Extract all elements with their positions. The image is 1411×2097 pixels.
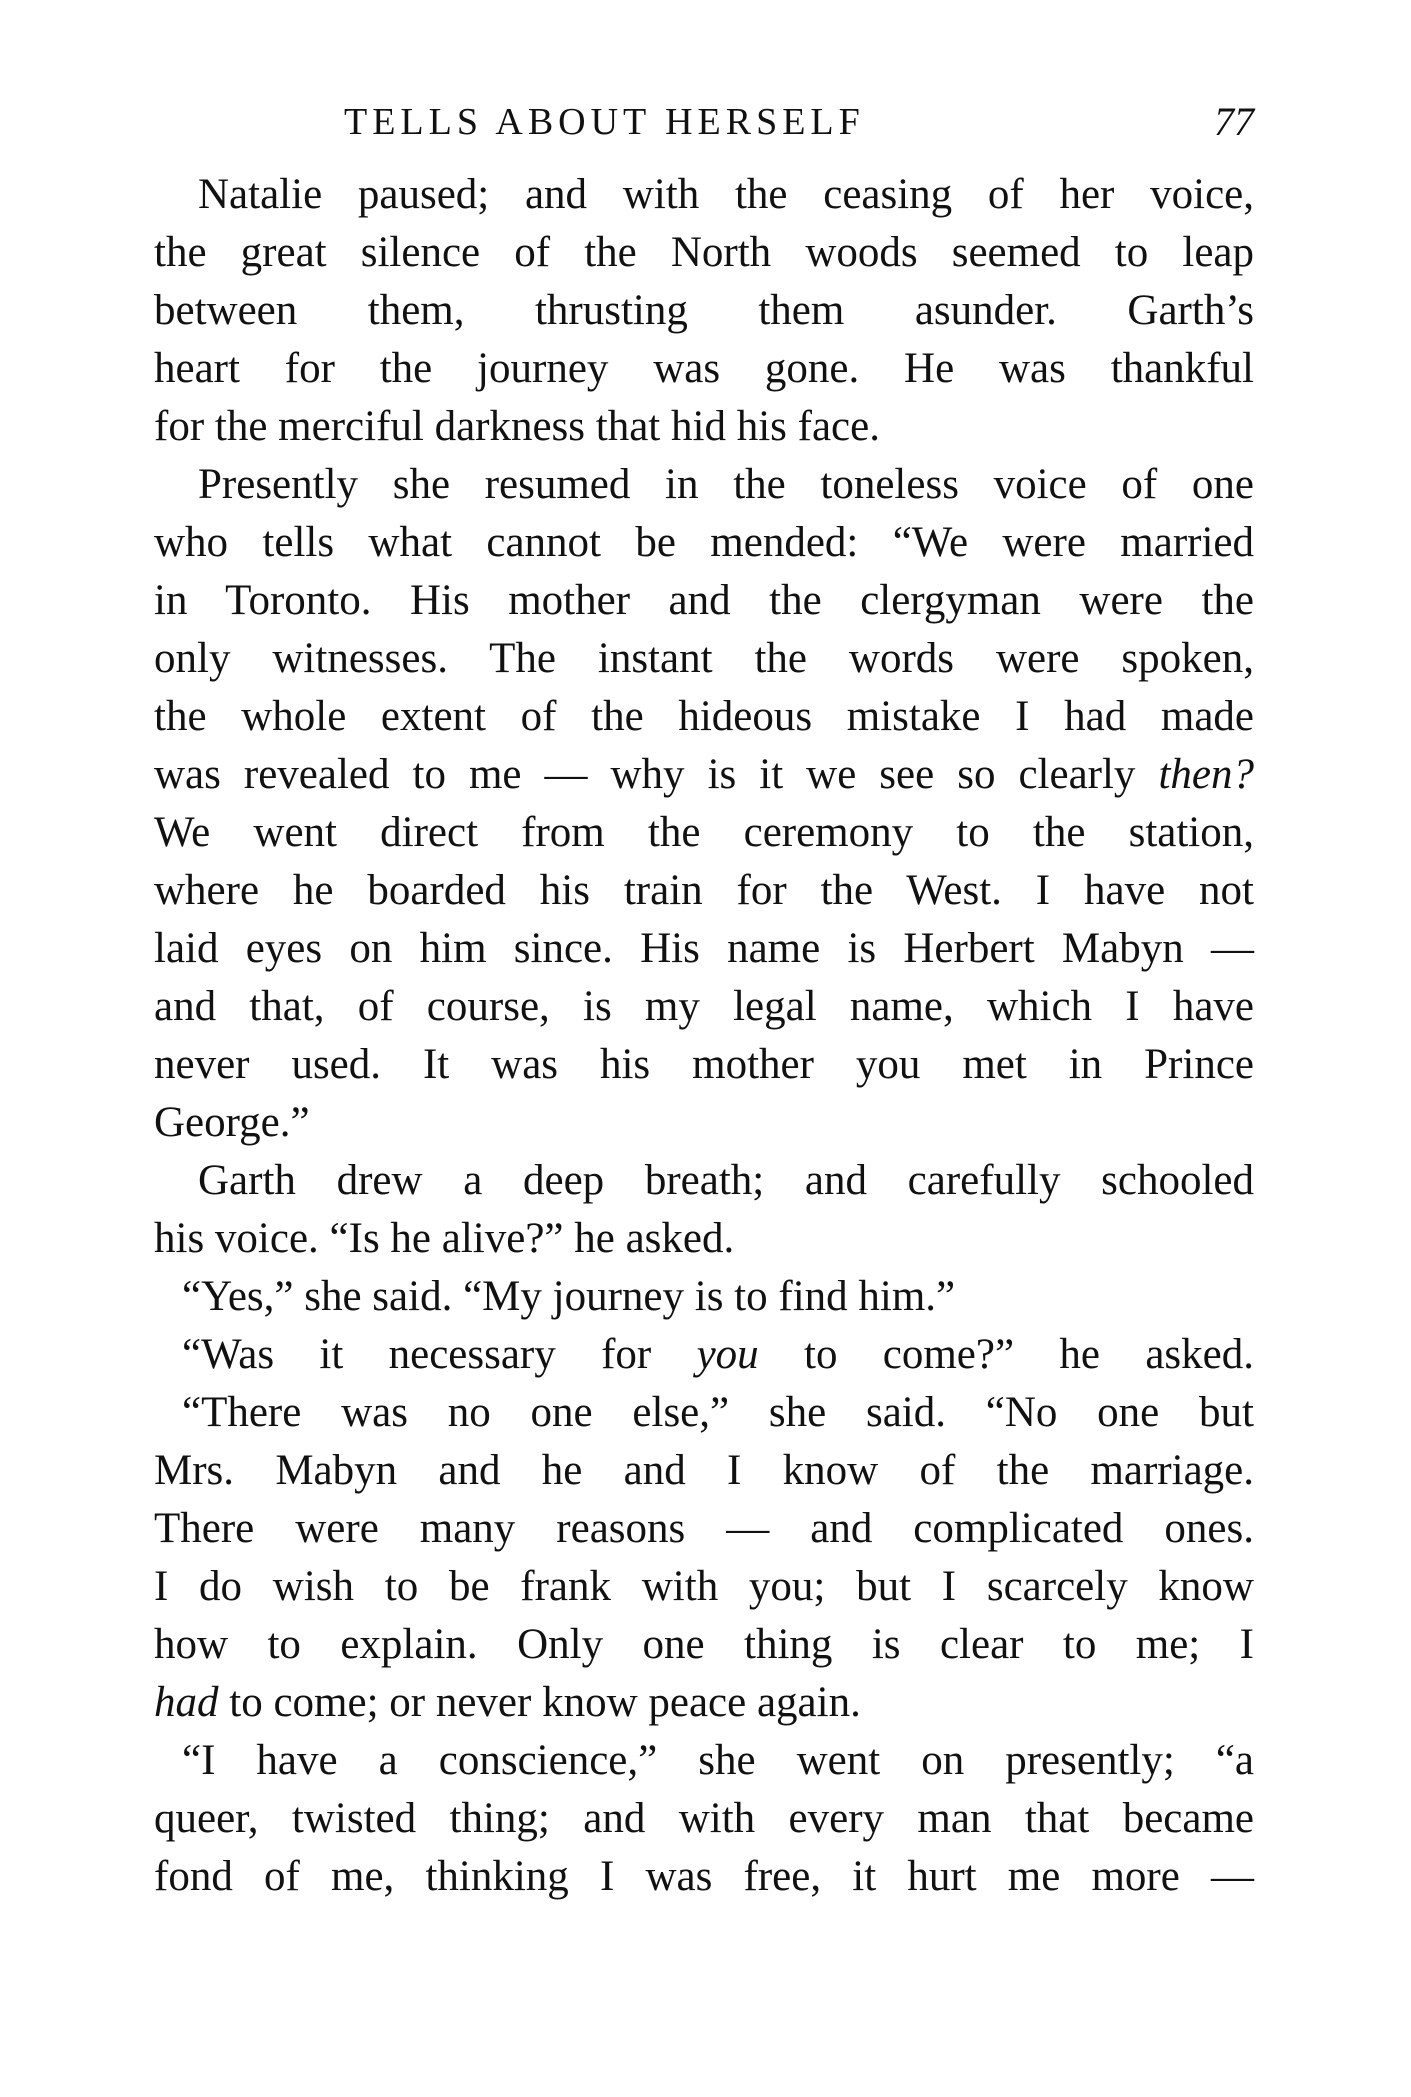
text-span: to come?” he asked. <box>758 1331 1254 1378</box>
text-line <box>154 1326 1254 1384</box>
text-line: fond of me, thinking I was free, it hurt me more — <box>154 1853 1254 1900</box>
text-line: “Yes,” she said. “My journey is to find him.” <box>182 1273 956 1320</box>
running-header <box>154 96 1254 148</box>
text-line: We went direct from the ceremony to the station, <box>154 809 1254 856</box>
text-line: Garth drew a deep breath; and carefully schooled <box>198 1157 1254 1204</box>
text-line: heart for the journey was gone. He was thankful <box>154 345 1254 392</box>
text-span: “Was it necessary for <box>182 1331 697 1378</box>
italic-word: then? <box>1158 751 1254 798</box>
text-line: between them, thrusting them asunder. Garth’s <box>154 287 1254 334</box>
text-line: and that, of course, is my legal name, which I have <box>154 983 1254 1030</box>
text-line <box>154 1674 1254 1732</box>
text-line: George.” <box>154 1099 310 1146</box>
body-text <box>154 166 1254 1906</box>
text-line <box>154 746 1254 804</box>
text-line: the whole extent of the hideous mistake I had made <box>154 693 1254 740</box>
text-line: never used. It was his mother you met in Prince <box>154 1041 1254 1088</box>
text-line: how to explain. Only one thing is clear to me; I <box>154 1621 1254 1668</box>
chapter-running-title: TELLS ABOUT HERSELF <box>344 101 865 143</box>
text-span: to come; or never know peace again. <box>218 1679 861 1726</box>
text-line: Presently she resumed in the toneless voice of one <box>198 461 1254 508</box>
text-line: in Toronto. His mother and the clergyman were the <box>154 577 1254 624</box>
text-line: who tells what cannot be mended: “We were married <box>154 519 1254 566</box>
text-line: “I have a conscience,” she went on presently; “a <box>182 1737 1254 1784</box>
text-line: only witnesses. The instant the words were spoken, <box>154 635 1254 682</box>
text-line: Mrs. Mabyn and he and I know of the marriage. <box>154 1447 1254 1494</box>
text-line: the great silence of the North woods seemed to leap <box>154 229 1254 276</box>
page-number: 77 <box>1214 99 1254 144</box>
book-page <box>154 0 1254 2097</box>
text-line: “There was no one else,” she said. “No one but <box>182 1389 1254 1436</box>
text-line: Natalie paused; and with the ceasing of her voice, <box>198 171 1254 218</box>
text-line: There were many reasons — and complicated ones. <box>154 1505 1254 1552</box>
italic-word: you <box>696 1331 759 1378</box>
text-line: his voice. “Is he alive?” he asked. <box>154 1215 735 1262</box>
text-span: was revealed to me — why is it we see so clearly <box>154 751 1159 798</box>
italic-word: had <box>154 1679 219 1726</box>
text-line: laid eyes on him since. His name is Herbert Mabyn — <box>154 925 1254 972</box>
text-line: queer, twisted thing; and with every man that became <box>154 1795 1254 1842</box>
text-line: where he boarded his train for the West. I have not <box>154 867 1254 914</box>
text-line: I do wish to be frank with you; but I scarcely know <box>154 1563 1254 1610</box>
text-line: for the merciful darkness that hid his face. <box>154 403 880 450</box>
